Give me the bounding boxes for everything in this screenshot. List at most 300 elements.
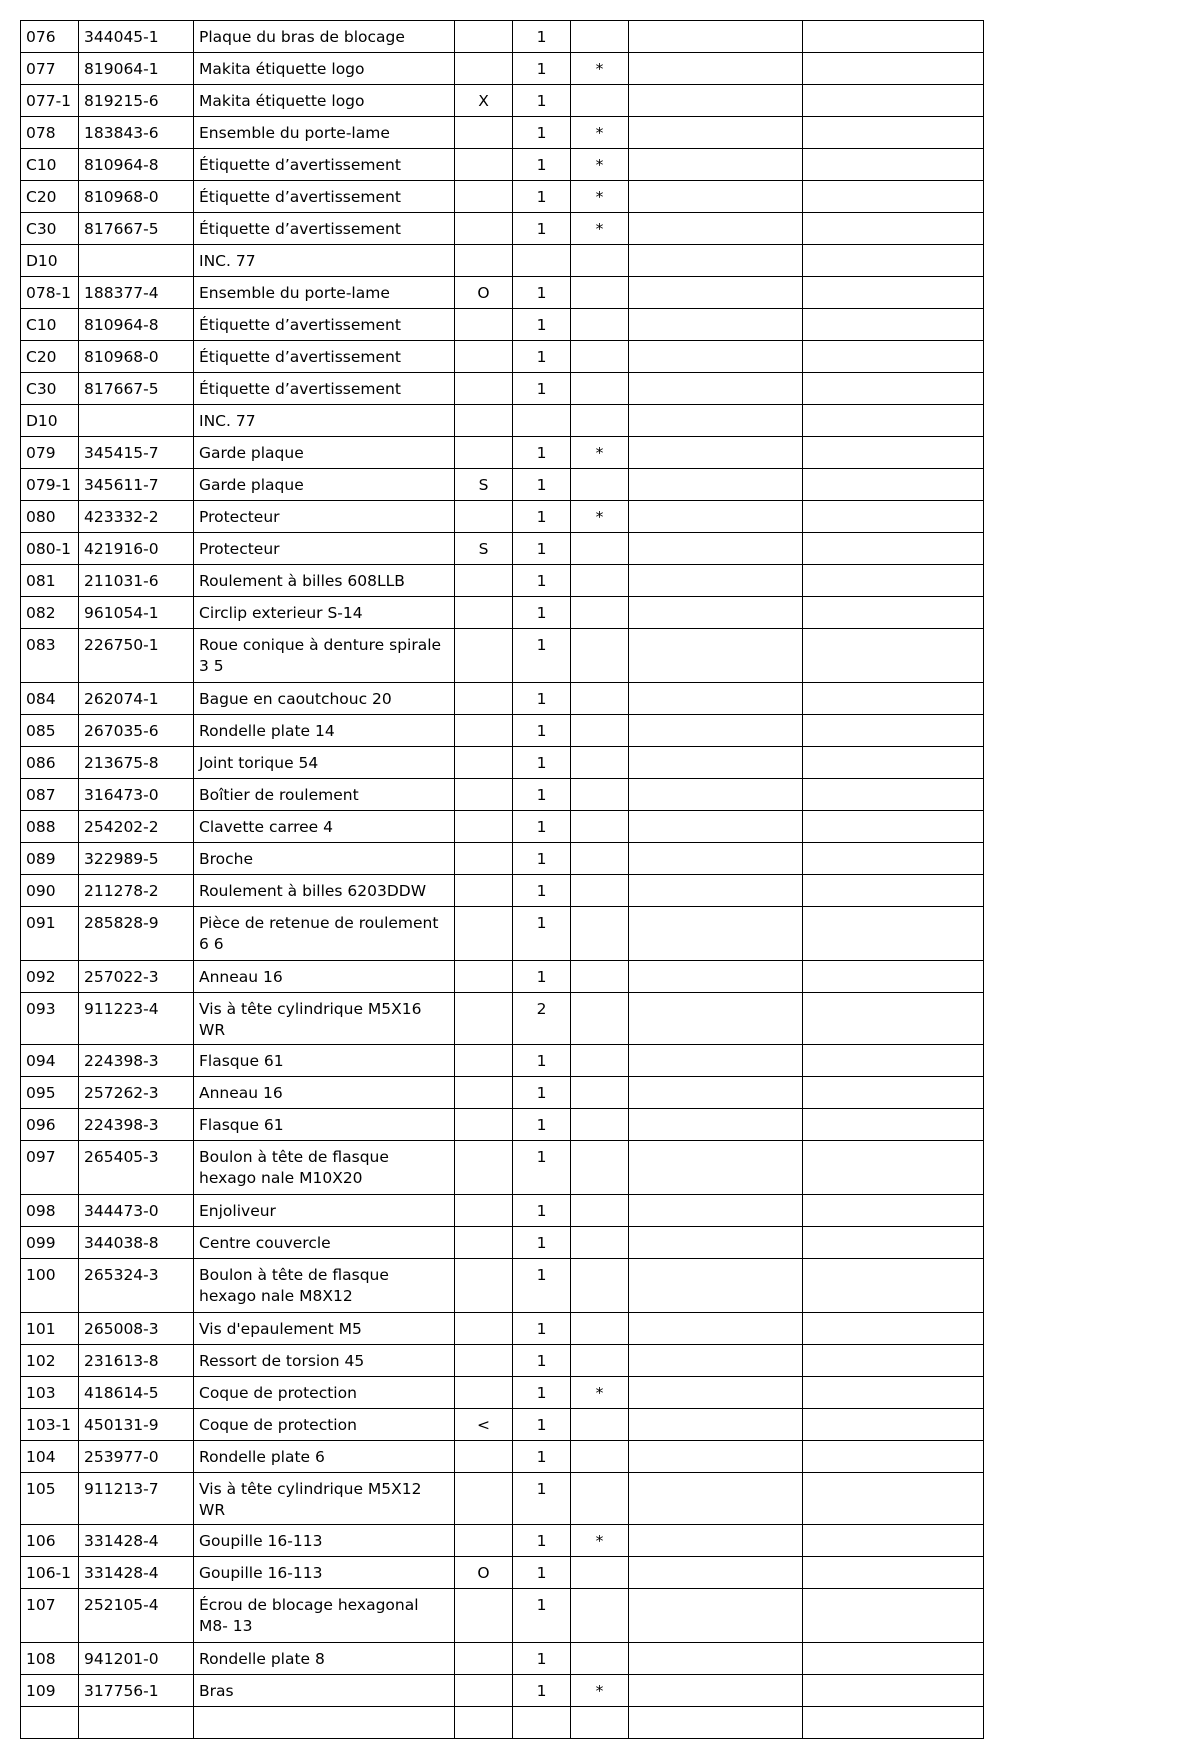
table-row [21, 1109, 984, 1141]
empty-column-2-cell [803, 961, 984, 993]
item-number-cell: D10 [21, 405, 79, 437]
note-code-cell [455, 843, 513, 875]
note-code-cell [455, 747, 513, 779]
item-number-cell: 105 [21, 1473, 79, 1525]
item-number-cell: 108 [21, 1643, 79, 1675]
empty-column-2-cell [803, 1557, 984, 1589]
empty-column-2-cell [803, 277, 984, 309]
empty-column-1-cell [629, 907, 803, 961]
empty-column-2-cell [803, 1675, 984, 1707]
empty-column-2-cell [803, 117, 984, 149]
description-cell: Roulement à billes 608LLB [194, 565, 455, 597]
quantity-cell: 1 [513, 181, 571, 213]
part-number-cell [79, 245, 194, 277]
table-row [21, 961, 984, 993]
table-row [21, 683, 984, 715]
item-number-cell: C30 [21, 213, 79, 245]
table-row [21, 1077, 984, 1109]
quantity-cell: 1 [513, 1259, 571, 1313]
part-number-cell: 961054-1 [79, 597, 194, 629]
description-cell: Enjoliveur [194, 1195, 455, 1227]
table-row [21, 907, 984, 961]
description-cell: Roulement à billes 6203DDW [194, 875, 455, 907]
table-row [21, 181, 984, 213]
description-cell: Garde plaque [194, 469, 455, 501]
description-cell: Vis à tête cylindrique M5X16 WR [194, 993, 455, 1045]
empty-column-2-cell [803, 715, 984, 747]
table-row [21, 1707, 984, 1739]
part-number-cell: 188377-4 [79, 277, 194, 309]
description-cell: Bague en caoutchouc 20 [194, 683, 455, 715]
part-number-cell: 213675-8 [79, 747, 194, 779]
empty-column-2-cell [803, 993, 984, 1045]
empty-column-2-cell [803, 149, 984, 181]
table-row [21, 993, 984, 1045]
part-number-cell: 254202-2 [79, 811, 194, 843]
quantity-cell [513, 245, 571, 277]
table-row [21, 437, 984, 469]
quantity-cell: 1 [513, 961, 571, 993]
empty-column-1-cell [629, 1473, 803, 1525]
description-cell: Boulon à tête de flasque hexago nale M10X20 [194, 1141, 455, 1195]
quantity-cell [513, 1707, 571, 1739]
table-row [21, 811, 984, 843]
quantity-cell: 1 [513, 469, 571, 501]
flag-cell [571, 373, 629, 405]
empty-column-1-cell [629, 85, 803, 117]
item-number-cell: 104 [21, 1441, 79, 1473]
quantity-cell: 1 [513, 533, 571, 565]
part-number-cell: 819064-1 [79, 53, 194, 85]
empty-column-2-cell [803, 875, 984, 907]
quantity-cell: 1 [513, 779, 571, 811]
empty-column-1-cell [629, 629, 803, 683]
flag-cell [571, 747, 629, 779]
flag-cell [571, 1345, 629, 1377]
table-row [21, 85, 984, 117]
empty-column-1-cell [629, 1195, 803, 1227]
part-number-cell: 810964-8 [79, 149, 194, 181]
empty-column-2-cell [803, 341, 984, 373]
item-number-cell: 103 [21, 1377, 79, 1409]
flag-cell [571, 1473, 629, 1525]
flag-cell [571, 907, 629, 961]
flag-cell: * [571, 1525, 629, 1557]
item-number-cell: 096 [21, 1109, 79, 1141]
table-row [21, 533, 984, 565]
part-number-cell: 211031-6 [79, 565, 194, 597]
quantity-cell: 1 [513, 53, 571, 85]
empty-column-2-cell [803, 469, 984, 501]
part-number-cell: 265405-3 [79, 1141, 194, 1195]
quantity-cell: 1 [513, 149, 571, 181]
flag-cell [571, 1707, 629, 1739]
note-code-cell [455, 715, 513, 747]
table-row [21, 21, 984, 53]
note-code-cell [455, 437, 513, 469]
table-row [21, 1313, 984, 1345]
table-row [21, 597, 984, 629]
item-number-cell: C20 [21, 181, 79, 213]
empty-column-1-cell [629, 213, 803, 245]
quantity-cell: 1 [513, 1409, 571, 1441]
flag-cell [571, 21, 629, 53]
flag-cell: * [571, 437, 629, 469]
empty-column-1-cell [629, 683, 803, 715]
table-row [21, 715, 984, 747]
description-cell: Pièce de retenue de roulement 6 6 [194, 907, 455, 961]
empty-column-2-cell [803, 907, 984, 961]
table-row [21, 1675, 984, 1707]
empty-column-1-cell [629, 597, 803, 629]
empty-column-1-cell [629, 1227, 803, 1259]
empty-column-2-cell [803, 85, 984, 117]
empty-column-1-cell [629, 181, 803, 213]
note-code-cell [455, 21, 513, 53]
flag-cell [571, 1227, 629, 1259]
item-number-cell: 085 [21, 715, 79, 747]
flag-cell [571, 875, 629, 907]
part-number-cell: 253977-0 [79, 1441, 194, 1473]
flag-cell [571, 1441, 629, 1473]
empty-column-1-cell [629, 1441, 803, 1473]
item-number-cell: 081 [21, 565, 79, 597]
note-code-cell [455, 1473, 513, 1525]
quantity-cell: 1 [513, 1675, 571, 1707]
table-row [21, 1409, 984, 1441]
part-number-cell: 344045-1 [79, 21, 194, 53]
part-number-cell: 226750-1 [79, 629, 194, 683]
part-number-cell: 941201-0 [79, 1643, 194, 1675]
quantity-cell: 1 [513, 21, 571, 53]
empty-column-2-cell [803, 309, 984, 341]
part-number-cell: 316473-0 [79, 779, 194, 811]
note-code-cell [455, 149, 513, 181]
table-row [21, 1643, 984, 1675]
part-number-cell: 257262-3 [79, 1077, 194, 1109]
flag-cell [571, 779, 629, 811]
note-code-cell [455, 1045, 513, 1077]
description-cell: Circlip exterieur S-14 [194, 597, 455, 629]
note-code-cell [455, 1313, 513, 1345]
empty-column-1-cell [629, 405, 803, 437]
quantity-cell: 1 [513, 715, 571, 747]
table-row [21, 629, 984, 683]
description-cell: Coque de protection [194, 1409, 455, 1441]
flag-cell [571, 1259, 629, 1313]
empty-column-1-cell [629, 469, 803, 501]
item-number-cell: 077-1 [21, 85, 79, 117]
empty-column-2-cell [803, 1473, 984, 1525]
description-cell: Protecteur [194, 533, 455, 565]
description-cell: Étiquette d’avertissement [194, 181, 455, 213]
quantity-cell: 1 [513, 1377, 571, 1409]
flag-cell: * [571, 1675, 629, 1707]
description-cell: Ressort de torsion 45 [194, 1345, 455, 1377]
flag-cell [571, 683, 629, 715]
empty-column-1-cell [629, 811, 803, 843]
table-row [21, 875, 984, 907]
table-row [21, 149, 984, 181]
table-row [21, 373, 984, 405]
item-number-cell: 098 [21, 1195, 79, 1227]
empty-column-1-cell [629, 1377, 803, 1409]
note-code-cell [455, 53, 513, 85]
part-number-cell: 345611-7 [79, 469, 194, 501]
description-cell: Étiquette d’avertissement [194, 341, 455, 373]
part-number-cell: 450131-9 [79, 1409, 194, 1441]
flag-cell [571, 1141, 629, 1195]
item-number-cell: 092 [21, 961, 79, 993]
empty-column-1-cell [629, 533, 803, 565]
empty-column-1-cell [629, 437, 803, 469]
table-row [21, 1525, 984, 1557]
quantity-cell: 1 [513, 843, 571, 875]
quantity-cell: 1 [513, 875, 571, 907]
table-row [21, 747, 984, 779]
flag-cell: * [571, 117, 629, 149]
note-code-cell [455, 405, 513, 437]
flag-cell: * [571, 1377, 629, 1409]
description-cell: Boîtier de roulement [194, 779, 455, 811]
empty-column-1-cell [629, 1141, 803, 1195]
part-number-cell: 817667-5 [79, 213, 194, 245]
item-number-cell: 107 [21, 1589, 79, 1643]
table-row [21, 1557, 984, 1589]
note-code-cell: S [455, 533, 513, 565]
empty-column-2-cell [803, 1227, 984, 1259]
part-number-cell: 265324-3 [79, 1259, 194, 1313]
table-row [21, 277, 984, 309]
part-number-cell: 322989-5 [79, 843, 194, 875]
table-row [21, 1473, 984, 1525]
item-number-cell: C20 [21, 341, 79, 373]
part-number-cell [79, 405, 194, 437]
flag-cell [571, 961, 629, 993]
empty-column-1-cell [629, 21, 803, 53]
quantity-cell: 1 [513, 1345, 571, 1377]
empty-column-1-cell [629, 715, 803, 747]
note-code-cell [455, 779, 513, 811]
item-number-cell: 106 [21, 1525, 79, 1557]
empty-column-2-cell [803, 1589, 984, 1643]
item-number-cell: 090 [21, 875, 79, 907]
empty-column-2-cell [803, 21, 984, 53]
quantity-cell: 1 [513, 501, 571, 533]
flag-cell [571, 629, 629, 683]
part-number-cell: 265008-3 [79, 1313, 194, 1345]
empty-column-2-cell [803, 1345, 984, 1377]
flag-cell [571, 1409, 629, 1441]
description-cell: Anneau 16 [194, 961, 455, 993]
table-row [21, 469, 984, 501]
quantity-cell: 1 [513, 565, 571, 597]
description-cell: Goupille 16-113 [194, 1525, 455, 1557]
note-code-cell: < [455, 1409, 513, 1441]
part-number-cell: 810968-0 [79, 341, 194, 373]
empty-column-1-cell [629, 747, 803, 779]
flag-cell [571, 341, 629, 373]
description-cell: Étiquette d’avertissement [194, 149, 455, 181]
description-cell: Rondelle plate 14 [194, 715, 455, 747]
empty-column-2-cell [803, 405, 984, 437]
note-code-cell [455, 1345, 513, 1377]
item-number-cell: 089 [21, 843, 79, 875]
item-number-cell: 101 [21, 1313, 79, 1345]
description-cell: INC. 77 [194, 245, 455, 277]
note-code-cell [455, 341, 513, 373]
quantity-cell: 1 [513, 1589, 571, 1643]
description-cell: Centre couvercle [194, 1227, 455, 1259]
empty-column-1-cell [629, 277, 803, 309]
flag-cell [571, 469, 629, 501]
note-code-cell [455, 1141, 513, 1195]
empty-column-1-cell [629, 373, 803, 405]
part-number-cell: 817667-5 [79, 373, 194, 405]
quantity-cell: 1 [513, 373, 571, 405]
part-number-cell: 317756-1 [79, 1675, 194, 1707]
description-cell: Étiquette d’avertissement [194, 373, 455, 405]
empty-column-2-cell [803, 629, 984, 683]
empty-column-1-cell [629, 961, 803, 993]
part-number-cell: 224398-3 [79, 1045, 194, 1077]
empty-column-1-cell [629, 993, 803, 1045]
description-cell: Joint torique 54 [194, 747, 455, 779]
empty-column-1-cell [629, 1345, 803, 1377]
empty-column-2-cell [803, 1109, 984, 1141]
empty-column-2-cell [803, 1313, 984, 1345]
part-number-cell: 345415-7 [79, 437, 194, 469]
quantity-cell: 1 [513, 213, 571, 245]
empty-column-1-cell [629, 1109, 803, 1141]
description-cell: Vis à tête cylindrique M5X12 WR [194, 1473, 455, 1525]
description-cell: Rondelle plate 8 [194, 1643, 455, 1675]
description-cell: Étiquette d’avertissement [194, 309, 455, 341]
part-number-cell: 418614-5 [79, 1377, 194, 1409]
item-number-cell: 082 [21, 597, 79, 629]
empty-column-2-cell [803, 597, 984, 629]
note-code-cell [455, 1077, 513, 1109]
table-row [21, 1227, 984, 1259]
note-code-cell [455, 1643, 513, 1675]
quantity-cell: 1 [513, 907, 571, 961]
note-code-cell [455, 1675, 513, 1707]
empty-column-2-cell [803, 843, 984, 875]
note-code-cell [455, 181, 513, 213]
item-number-cell: 079-1 [21, 469, 79, 501]
empty-column-2-cell [803, 1141, 984, 1195]
quantity-cell: 1 [513, 1141, 571, 1195]
empty-column-1-cell [629, 501, 803, 533]
quantity-cell: 1 [513, 1441, 571, 1473]
item-number-cell: C10 [21, 309, 79, 341]
note-code-cell [455, 117, 513, 149]
empty-column-2-cell [803, 565, 984, 597]
description-cell: Boulon à tête de flasque hexago nale M8X12 [194, 1259, 455, 1313]
part-number-cell: 331428-4 [79, 1557, 194, 1589]
note-code-cell [455, 961, 513, 993]
table-row [21, 213, 984, 245]
item-number-cell: 097 [21, 1141, 79, 1195]
description-cell: Roue conique à denture spirale 3 5 [194, 629, 455, 683]
item-number-cell: 087 [21, 779, 79, 811]
empty-column-1-cell [629, 1409, 803, 1441]
flag-cell [571, 597, 629, 629]
item-number-cell: 078 [21, 117, 79, 149]
description-cell: Makita étiquette logo [194, 85, 455, 117]
note-code-cell [455, 597, 513, 629]
flag-cell [571, 1557, 629, 1589]
empty-column-2-cell [803, 1377, 984, 1409]
description-cell [194, 1707, 455, 1739]
table-row [21, 53, 984, 85]
note-code-cell [455, 1109, 513, 1141]
quantity-cell: 1 [513, 1473, 571, 1525]
flag-cell [571, 1313, 629, 1345]
flag-cell [571, 1045, 629, 1077]
description-cell: Plaque du bras de blocage [194, 21, 455, 53]
part-number-cell: 224398-3 [79, 1109, 194, 1141]
part-number-cell: 252105-4 [79, 1589, 194, 1643]
flag-cell [571, 1195, 629, 1227]
note-code-cell: O [455, 277, 513, 309]
parts-table-body [21, 21, 984, 1739]
empty-column-2-cell [803, 213, 984, 245]
table-row [21, 341, 984, 373]
empty-column-1-cell [629, 149, 803, 181]
table-row [21, 1345, 984, 1377]
table-row [21, 405, 984, 437]
empty-column-1-cell [629, 875, 803, 907]
table-row [21, 309, 984, 341]
quantity-cell: 1 [513, 277, 571, 309]
empty-column-1-cell [629, 1557, 803, 1589]
flag-cell: * [571, 181, 629, 213]
note-code-cell [455, 1195, 513, 1227]
flag-cell [571, 1643, 629, 1675]
quantity-cell: 1 [513, 1643, 571, 1675]
empty-column-1-cell [629, 565, 803, 597]
part-number-cell: 911213-7 [79, 1473, 194, 1525]
description-cell: Flasque 61 [194, 1045, 455, 1077]
item-number-cell: 084 [21, 683, 79, 715]
empty-column-2-cell [803, 181, 984, 213]
note-code-cell [455, 309, 513, 341]
item-number-cell: 103-1 [21, 1409, 79, 1441]
quantity-cell: 1 [513, 1195, 571, 1227]
quantity-cell: 1 [513, 1045, 571, 1077]
table-row [21, 1441, 984, 1473]
empty-column-1-cell [629, 53, 803, 85]
empty-column-2-cell [803, 1077, 984, 1109]
empty-column-1-cell [629, 309, 803, 341]
part-number-cell: 911223-4 [79, 993, 194, 1045]
part-number-cell: 331428-4 [79, 1525, 194, 1557]
flag-cell [571, 565, 629, 597]
empty-column-2-cell [803, 501, 984, 533]
table-row [21, 843, 984, 875]
part-number-cell: 267035-6 [79, 715, 194, 747]
parts-list-sheet [20, 20, 983, 1700]
item-number-cell: 076 [21, 21, 79, 53]
description-cell: Étiquette d’avertissement [194, 213, 455, 245]
table-row [21, 1259, 984, 1313]
item-number-cell: 079 [21, 437, 79, 469]
description-cell: Ensemble du porte-lame [194, 117, 455, 149]
table-row [21, 1141, 984, 1195]
empty-column-1-cell [629, 341, 803, 373]
empty-column-2-cell [803, 1707, 984, 1739]
